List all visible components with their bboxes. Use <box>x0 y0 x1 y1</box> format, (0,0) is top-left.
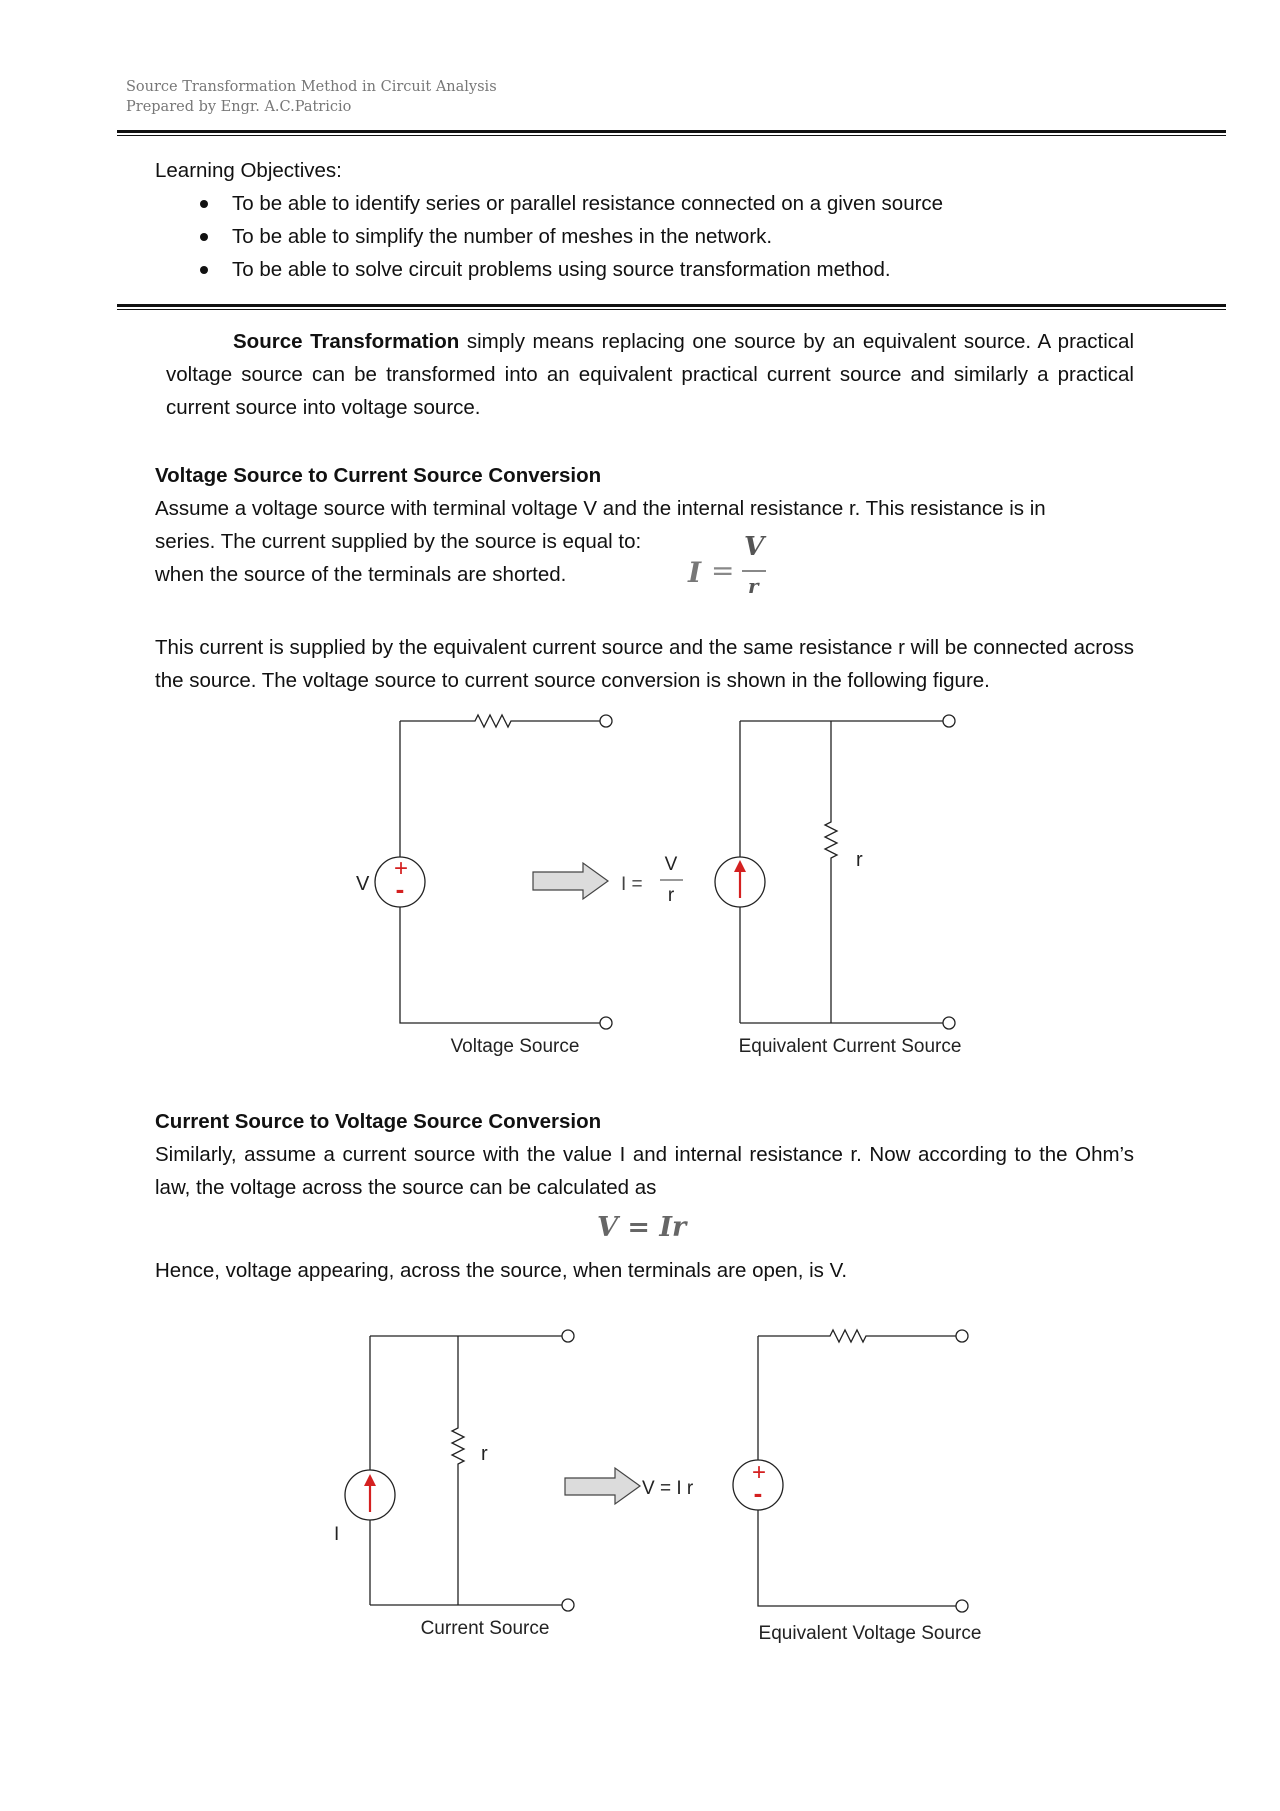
c2v-heading: Current Source to Voltage Source Conversion <box>155 1110 602 1133</box>
resistor-label: r <box>856 849 863 871</box>
eq-lhs: I <box>688 556 702 589</box>
eq-numerator: V <box>744 532 765 562</box>
v2c-para1-line2: series. The current supplied by the source is equal to: <box>155 530 642 553</box>
wire <box>758 1510 956 1606</box>
list-item: To be able to identify series or parallel resistance connected on a given source <box>155 187 1155 220</box>
bullet-icon <box>200 233 208 241</box>
bullet-icon <box>200 266 208 274</box>
terminal-icon <box>956 1600 968 1612</box>
minus-sign: - <box>753 1478 763 1508</box>
bullet-icon <box>200 200 208 208</box>
header-title: Source Transformation Method in Circuit Analysis <box>126 79 497 95</box>
terminal-icon <box>600 715 612 727</box>
eq-equals: = <box>711 554 735 587</box>
intro-paragraph <box>166 325 1134 424</box>
current-label: I <box>334 1524 340 1545</box>
c2v-para1: Similarly, assume a current source with the value I and internal resistance r. Now according to the Ohm’s law, the voltage across the source can be calculated as <box>155 1143 1134 1199</box>
caption-equivalent-current-source: Equivalent Current Source <box>738 1036 962 1057</box>
voltage-label: V <box>356 873 370 895</box>
arrow-right-icon <box>565 1468 640 1504</box>
arrow-right-icon <box>533 863 608 899</box>
wire <box>400 907 600 1023</box>
intro-term: Source Transformation <box>233 330 460 353</box>
formula-v-equals-ir: V = I r <box>642 1478 694 1499</box>
objectives-section <box>155 154 1155 286</box>
c2v-para2: Hence, voltage appearing, across the source, when terminals are open, is V. <box>155 1259 848 1282</box>
terminal-icon <box>956 1330 968 1342</box>
terminal-icon <box>943 1017 955 1029</box>
header-author: Prepared by Engr. A.C.Patricio <box>126 99 352 115</box>
terminal-icon <box>600 1017 612 1029</box>
objectives-heading: Learning Objectives: <box>155 159 342 182</box>
formula-numerator: V <box>664 854 678 875</box>
equation-current <box>684 534 784 604</box>
caption-voltage-source: Voltage Source <box>450 1036 580 1057</box>
plus-sign: + <box>751 1459 767 1486</box>
shunt-resistor <box>825 721 837 1023</box>
series-resistor <box>400 715 600 727</box>
v2c-heading: Voltage Source to Current Source Conversion <box>155 464 602 487</box>
objectives-rule <box>117 304 1226 310</box>
current-source-circuit <box>715 715 955 1029</box>
header-rule <box>117 130 1226 136</box>
v2c-para2: This current is supplied by the equivalent current source and the same resistance r will be connected across the source. The voltage source to current source conversion is shown in the following figure. <box>155 636 1134 692</box>
caption-equivalent-voltage-source: Equivalent Voltage Source <box>758 1623 982 1644</box>
c2v-figure <box>0 1310 1280 1670</box>
formula-denominator: r <box>667 885 675 906</box>
running-header <box>126 77 497 117</box>
series-resistor <box>758 1330 956 1342</box>
minus-sign: - <box>395 874 405 904</box>
objectives-list <box>155 187 1155 286</box>
fraction-bar <box>742 570 766 572</box>
intro-text: simply means replacing one source by an equivalent source. A practical voltage source can be transformed into an equivalent practical current source and similarly a practical current source into voltage source. <box>166 330 1134 419</box>
list-item: To be able to solve circuit problems using source transformation method. <box>155 253 1155 286</box>
v2c-figure <box>0 700 1280 1070</box>
shunt-resistor <box>452 1336 464 1605</box>
arrowhead-icon <box>364 1474 376 1486</box>
terminal-icon <box>943 715 955 727</box>
formula-lhs: I = <box>621 874 643 895</box>
list-item: To be able to simplify the number of meshes in the network. <box>155 220 1155 253</box>
caption-current-source: Current Source <box>420 1618 550 1639</box>
eq-denominator: r <box>748 574 759 598</box>
terminal-icon <box>562 1330 574 1342</box>
v2c-para1-line3: when the source of the terminals are shorted. <box>155 563 567 586</box>
resistor-label: r <box>481 1443 488 1465</box>
v2c-para1-line1: Assume a voltage source with terminal voltage V and the internal resistance r. This resistance is in <box>155 497 1046 520</box>
arrowhead-icon <box>734 860 746 872</box>
terminal-icon <box>562 1599 574 1611</box>
current-source-circuit <box>345 1330 574 1611</box>
voltage-source-circuit <box>733 1330 968 1612</box>
plus-sign: + <box>393 855 409 882</box>
equation-voltage: V = Ir <box>597 1212 687 1243</box>
